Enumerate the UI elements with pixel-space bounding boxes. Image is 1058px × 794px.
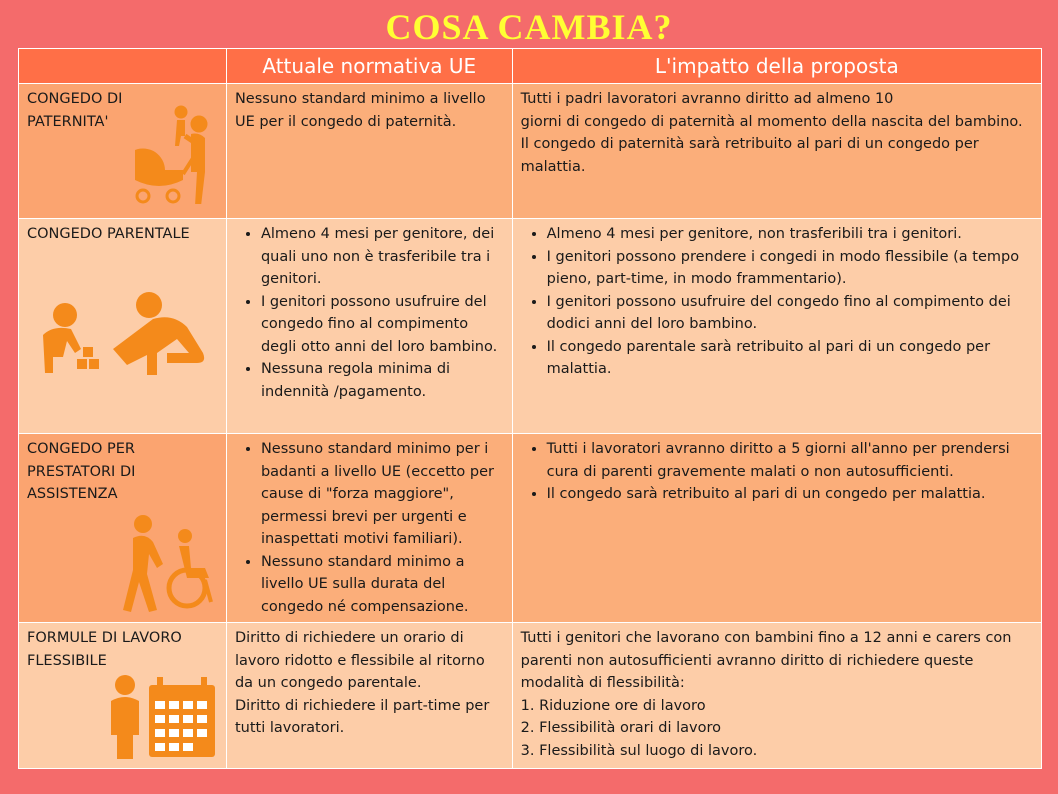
header-proposal-impact: L'impatto della proposta bbox=[512, 49, 1041, 84]
table-row bbox=[19, 623, 1042, 769]
list-item: • Il congedo sarà retribuito al pari di un congedo per malattia. bbox=[547, 483, 1033, 506]
impact-flexible-work bbox=[512, 623, 1041, 769]
row-label-flexible-work bbox=[19, 623, 227, 769]
row-label-text: CONGEDO PER PRESTATORI DI ASSISTENZA bbox=[27, 441, 136, 502]
table-header-row bbox=[19, 49, 1042, 84]
row-label-text: CONGEDO DI PATERNITA' bbox=[27, 91, 123, 130]
list-item: • Almeno 4 mesi per genitore, dei quali uno non è trasferibile tra i genitori. bbox=[261, 223, 504, 291]
impact-line: Il congedo di paternità sarà retribuito al pari di un congedo per malattia. bbox=[520, 136, 979, 175]
list-item: • Nessuno standard minimo per i badanti a livello UE (eccetto per cause di "forza maggiore", permessi brevi per urgenti e inaspettati motivi familiari). bbox=[261, 438, 504, 551]
row-label-text: FORMULE DI LAVORO FLESSIBILE bbox=[27, 630, 182, 669]
current-text: Nessuno standard minimo a livello UE per il congedo di paternità. bbox=[234, 91, 486, 130]
impact-line: Tutti i genitori che lavorano con bambini fino a 12 anni e carers con parenti non autosufficienti avranno diritto di richiedere queste modalità di flessibilità: bbox=[520, 630, 1012, 691]
parent-child-play-icon bbox=[29, 289, 209, 379]
impact-parental bbox=[512, 219, 1041, 434]
list-item: • Tutti i lavoratori avranno diritto a 5 giorni all'anno per prendersi cura di parenti gravemente malati o non autosufficienti. bbox=[547, 438, 1033, 483]
header-empty bbox=[19, 49, 227, 84]
table-row bbox=[19, 434, 1042, 623]
worker-calendar-icon bbox=[109, 675, 219, 761]
caregiver-wheelchair-icon bbox=[119, 514, 219, 614]
list-item: • Almeno 4 mesi per genitore, non trasferibili tra i genitori. bbox=[547, 223, 1033, 246]
current-line: Diritto di richiedere un orario di lavoro ridotto e flessibile al ritorno da un congedo parentale. bbox=[234, 630, 485, 691]
current-rules-caregivers bbox=[226, 434, 512, 623]
current-list bbox=[235, 223, 504, 403]
impact-caregivers bbox=[512, 434, 1041, 623]
list-item: • I genitori possono prendere i congedi in modo flessibile (a tempo pieno, part-time, in modo frammentario). bbox=[547, 246, 1033, 291]
row-label-parental bbox=[19, 219, 227, 434]
impact-line: 3. Flessibilità sul luogo di lavoro. bbox=[520, 742, 758, 759]
impact-line: giorni di congedo di paternità al momento della nascita del bambino. bbox=[520, 113, 1023, 130]
current-list bbox=[235, 438, 504, 618]
page-title: COSA CAMBIA? bbox=[385, 7, 673, 47]
list-item: • I genitori possono usufruire del congedo fino al compimento degli otto anni del loro bambino. bbox=[261, 291, 504, 359]
impact-line: 2. Flessibilità orari di lavoro bbox=[520, 720, 722, 736]
table-row bbox=[19, 219, 1042, 434]
current-line: Diritto di richiedere il part-time per tutti lavoratori. bbox=[234, 697, 490, 736]
row-label-paternity bbox=[19, 84, 227, 219]
comparison-table bbox=[18, 48, 1042, 769]
header-current-rules: Attuale normativa UE bbox=[226, 49, 512, 84]
list-item: • Il congedo parentale sarà retribuito al pari di un congedo per malattia. bbox=[547, 336, 1033, 381]
row-label-text: CONGEDO PARENTALE bbox=[27, 226, 190, 242]
impact-list bbox=[521, 223, 1033, 381]
row-label-caregivers bbox=[19, 434, 227, 623]
list-item: • I genitori possono usufruire del congedo fino al compimento dei dodici anni del loro bambino. bbox=[547, 291, 1033, 336]
current-rules-flexible-work bbox=[226, 623, 512, 769]
current-rules-parental bbox=[226, 219, 512, 434]
table-row bbox=[19, 84, 1042, 219]
list-item: • Nessuno standard minimo a livello UE sulla durata del congedo né compensazione. bbox=[261, 551, 504, 619]
impact-list bbox=[521, 438, 1033, 506]
impact-paternity bbox=[512, 84, 1041, 219]
impact-line: Tutti i padri lavoratori avranno diritto ad almeno 10 bbox=[520, 91, 894, 107]
impact-line: 1. Riduzione ore di lavoro bbox=[520, 697, 706, 714]
current-rules-paternity bbox=[226, 84, 512, 219]
list-item: • Nessuna regola minima di indennità /pagamento. bbox=[261, 358, 504, 403]
